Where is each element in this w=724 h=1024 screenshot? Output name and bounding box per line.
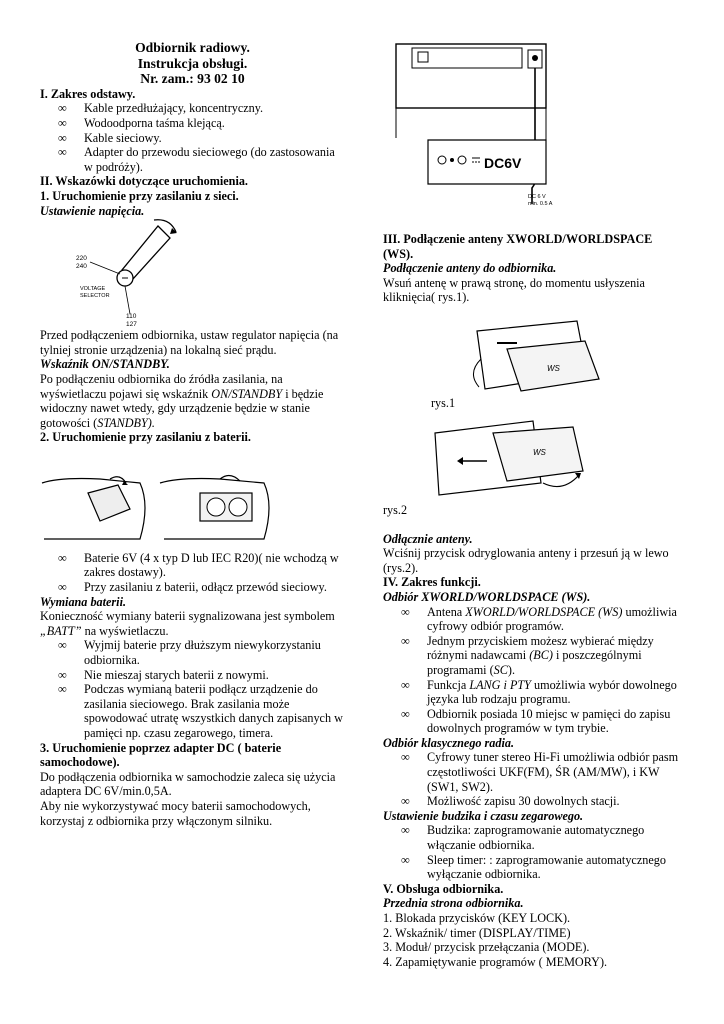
battery-list xyxy=(40,551,345,595)
voltage-label-110: 110 xyxy=(126,313,137,321)
bullet-icon: ∞ xyxy=(401,604,410,619)
list-item xyxy=(383,853,683,882)
section-3-heading: III. Podłączenie anteny XWORLD/WORLDSPACE (WS). xyxy=(383,232,653,261)
list-item-text: Sleep timer: : zaprogramowanie automatycznego wyłączanie odbiornika. xyxy=(427,852,666,882)
bullet-icon: ∞ xyxy=(401,750,410,765)
ws-label-1: WS xyxy=(547,363,560,373)
list-item-text: Możliwość zapisu 30 dowolnych stacji. xyxy=(427,794,620,809)
title-line-1: Odbiornik radiowy. xyxy=(135,40,250,55)
subsection-battery-heading: 2. Uruchomienie przy zasilaniu z baterii. xyxy=(40,430,251,445)
onstandby-indicator: ON/STANDBY xyxy=(211,386,283,401)
list-item xyxy=(40,116,345,131)
list-item-text: ). xyxy=(507,662,516,677)
dc-paragraph-2: Aby nie wykorzystywać mocy baterii samochodowych, korzystaj z odbiornika przy włączonym silniku. xyxy=(40,798,311,828)
list-item-text: Funkcja xyxy=(427,677,470,692)
list-item xyxy=(383,634,683,678)
list-item-emphasis: SC xyxy=(493,662,508,677)
subsection-dc-heading: 3. Uruchomienie poprzez adapter DC ( baterie samochodowe). xyxy=(40,740,282,770)
list-item-text: Cyfrowy tuner stereo Hi-Fi umożliwia odbiór pasm częstotliwości UKF(FM), ŚR (AM/MW), i KW (SW1, SW2). xyxy=(427,750,679,794)
list-item xyxy=(40,101,345,116)
bullet-icon: ∞ xyxy=(58,580,67,595)
left-column xyxy=(40,40,345,828)
list-item xyxy=(40,638,345,667)
bullet-icon: ∞ xyxy=(58,115,67,130)
title-line-3: Nr. zam.: 93 02 10 xyxy=(140,71,245,87)
bullet-icon: ∞ xyxy=(58,638,67,653)
voltage-heading: Ustawienie napięcia. xyxy=(40,203,145,218)
antenna-connect-paragraph: Wsuń antenę w prawą stronę, do momentu usłyszenia kliknięcia( rys.1). xyxy=(383,275,645,305)
list-item xyxy=(40,145,345,174)
bullet-icon: ∞ xyxy=(58,145,67,160)
ws-list xyxy=(383,605,683,736)
section-5-heading: V. Obsługa odbiornika. xyxy=(383,881,504,896)
list-item xyxy=(383,823,683,852)
dc6v-label: DC6V xyxy=(484,155,522,171)
voltage-label-220: 220 xyxy=(76,255,87,263)
list-item-emphasis: LANG i PTY xyxy=(469,677,531,692)
onstandby-paragraph xyxy=(40,372,345,430)
dc-paragraph-1: Do podłączenia odbiornika w samochodzie zaleca się użycia adaptera DC 6V/min.0,5A. xyxy=(40,769,336,799)
list-item xyxy=(40,668,345,683)
antenna-disconnect-paragraph: Wciśnij przycisk odryglowania anteny i przesuń ją w lewo (rys.2). xyxy=(383,546,669,575)
list-item-text: Kable sieciowy. xyxy=(84,130,162,145)
list-item-text: Baterie 6V (4 x typ D lub IEC R20)( nie wchodzą w zakres dostawy). xyxy=(84,550,339,580)
ws-label-2: WS xyxy=(533,447,546,457)
list-item xyxy=(383,794,683,809)
voltage-label-voltage: VOLTAGE xyxy=(80,286,106,293)
list-item xyxy=(383,678,683,707)
front-item-1: 1. Blokada przycisków (KEY LOCK). xyxy=(383,911,571,925)
bullet-icon: ∞ xyxy=(401,706,410,721)
bullet-icon: ∞ xyxy=(401,823,410,838)
voltage-label-127: 127 xyxy=(126,321,137,329)
clock-heading: Ustawienie budzika i czasu zegarowego. xyxy=(383,808,584,823)
subsection-mains-heading: 1. Uruchomienie przy zasilaniu z sieci. xyxy=(40,188,239,203)
classic-list xyxy=(383,750,683,808)
bullet-icon: ∞ xyxy=(401,633,410,648)
list-item-text: Jednym przyciskiem możesz wybierać między różnymi nadawcami xyxy=(427,633,654,663)
list-item-text: Odbiornik posiada 10 miejsc w pamięci do zapisu dowolnych programów w tym trybie. xyxy=(427,706,671,736)
list-item-text: Kable przedłużający, koncentryczny. xyxy=(84,101,264,116)
figure-2-caption: rys.2 xyxy=(383,502,408,517)
list-item xyxy=(40,131,345,146)
section-4-heading: IV. Zakres funkcji. xyxy=(383,575,481,590)
list-item xyxy=(40,682,345,740)
ws-reception-heading: Odbiór XWORLD/WORLDSPACE (WS). xyxy=(383,589,591,604)
voltage-selector-illustration xyxy=(70,218,190,328)
voltage-label-selector: SELECTOR xyxy=(80,293,110,300)
onstandby-heading: Wskaźnik ON/STANDBY. xyxy=(40,357,170,372)
bullet-icon: ∞ xyxy=(58,682,67,697)
list-item-text: Adapter do przewodu sieciowego (do zastosowania w podróży). xyxy=(84,145,335,174)
onstandby-text-2: i będzie widoczny nawet wtedy, gdy urządzenie będzie w stanie gotowości ( xyxy=(40,386,324,430)
list-item-text: Wodoodporna taśma klejącą. xyxy=(84,115,225,130)
voltage-paragraph: Przed podłączeniem odbiornika, ustaw regulator napięcia (na tylniej stronie urządzenia) na lokalną sieć prądu. xyxy=(40,328,339,357)
classic-radio-heading: Odbiór klasycznego radia. xyxy=(383,735,515,750)
antenna-fig-2 xyxy=(423,413,593,501)
bullet-icon: ∞ xyxy=(58,101,67,116)
list-item-text: Antena xyxy=(427,604,466,619)
bullet-icon: ∞ xyxy=(401,852,410,867)
replace-text-1: Konieczność wymiany baterii sygnalizowana jest symbolem xyxy=(40,609,335,624)
list-item-text: Podczas wymianą baterii podłącz urządzenie do zasilania sieciowego. Brak zasilania może spowodować utratę wszystkich danych zapisanych w pamięci np. czasu zegarowego, timera. xyxy=(84,682,343,740)
list-item xyxy=(383,605,683,634)
bullet-icon: ∞ xyxy=(58,667,67,682)
bullet-icon: ∞ xyxy=(58,550,67,565)
replace-text-2: na wyświetlaczu. xyxy=(81,623,169,638)
voltage-label-240: 240 xyxy=(76,263,87,271)
antenna-fig-1 xyxy=(467,313,607,395)
replace-list xyxy=(40,638,345,740)
title-line-2: Instrukcja obsługi. xyxy=(137,55,248,71)
antenna-disconnect-heading: Odłącznie anteny. xyxy=(383,531,473,546)
list-item-text: Przy zasilaniu z baterii, odłącz przewód sieciowy. xyxy=(84,580,327,595)
list-item-text: Budzika: zaprogramowanie automatycznego włączanie odbiornika. xyxy=(427,823,645,853)
dc-spec-current: min. 0.5 A xyxy=(528,201,553,207)
list-item-text: umożliwia cyfrowy odbiór programów. xyxy=(427,604,677,634)
front-item-2: 2. Wskaźnik/ timer (DISPLAY/TIME) xyxy=(383,925,571,940)
battery-compartment-illustration xyxy=(40,465,340,545)
figure-1-caption: rys.1 xyxy=(431,395,456,410)
front-panel-heading: Przednia strona odbiornika. xyxy=(383,896,524,911)
list-item-emphasis: XWORLD/WORLDSPACE (WS) xyxy=(465,604,623,619)
section-2-heading: II. Wskazówki dotyczące uruchomienia. xyxy=(40,174,248,189)
list-item xyxy=(383,750,683,794)
onstandby-text-1: Po podłączeniu odbiornika do źródła zasilania, na wyświetlaczu pojawi się wskaźnik xyxy=(40,371,283,401)
list-item xyxy=(40,551,345,580)
bullet-icon: ∞ xyxy=(58,130,67,145)
right-column xyxy=(383,232,683,969)
standby-indicator: STANDBY). xyxy=(97,415,155,430)
dc-adapter-illustration xyxy=(392,38,562,214)
list-item-text: Nie mieszaj starych baterii z nowymi. xyxy=(84,667,269,682)
list-item-emphasis: (BC) xyxy=(529,648,553,663)
antenna-connect-heading: Podłączenie anteny do odbiornika. xyxy=(383,261,557,276)
document-title xyxy=(40,40,345,87)
list-item-text: umożliwia wybór dowolnego języka lub rodzaju programu. xyxy=(427,677,677,707)
replace-battery-heading: Wymiana baterii. xyxy=(40,594,126,609)
list-item xyxy=(383,707,683,736)
bullet-icon: ∞ xyxy=(401,794,410,809)
list-item xyxy=(40,580,345,595)
dc-spec-voltage: DC 6 V xyxy=(528,194,546,200)
bullet-icon: ∞ xyxy=(401,677,410,692)
contents-list xyxy=(40,101,345,174)
antenna-figures xyxy=(383,305,683,501)
replace-battery-paragraph xyxy=(40,609,345,638)
list-item-text: Wyjmij baterie przy dłuższym niewykorzystaniu odbiornika. xyxy=(84,638,321,668)
list-item-text: i poszczególnymi programami ( xyxy=(427,648,642,677)
front-item-4: 4. Zapamiętywanie programów ( MEMORY). xyxy=(383,954,608,969)
front-item-3: 3. Moduł/ przycisk przełączania (MODE). xyxy=(383,940,590,955)
batt-symbol: „BATT” xyxy=(40,623,82,638)
section-1-heading: I. Zakres odstawy. xyxy=(40,86,136,101)
clock-list xyxy=(383,823,683,881)
